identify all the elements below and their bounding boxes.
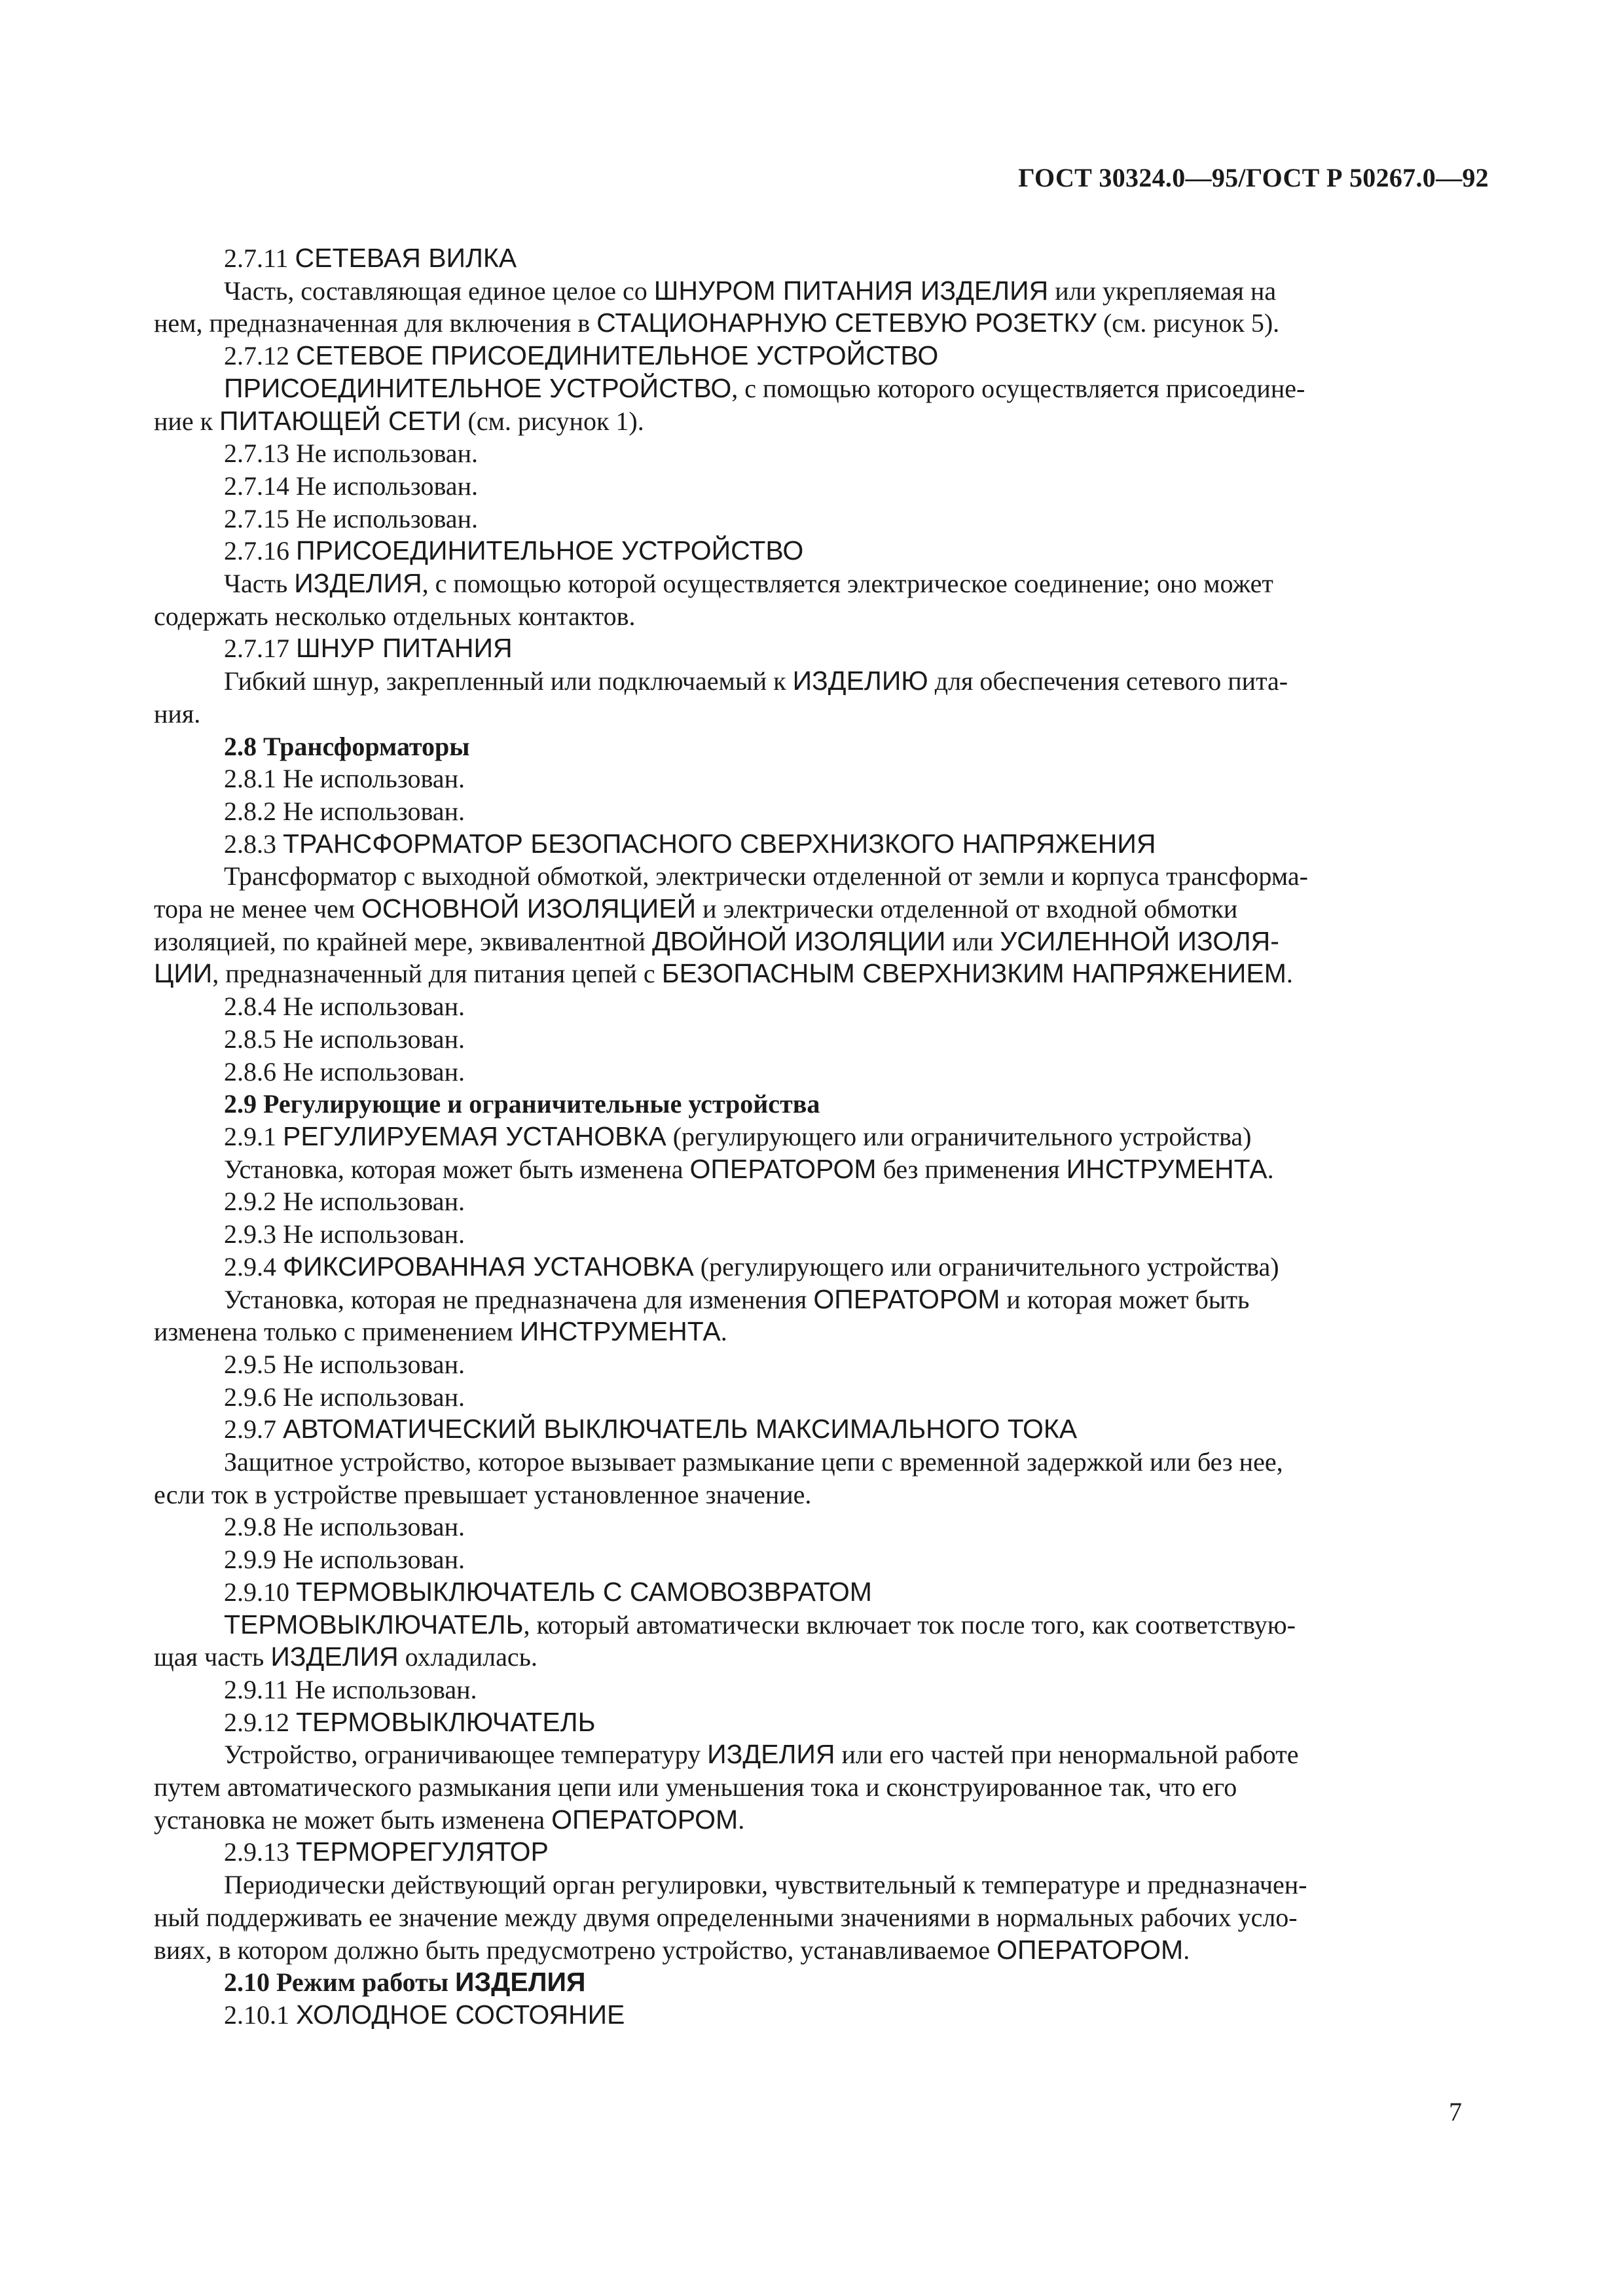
text-run: 2.8.1 Не использован.	[224, 764, 465, 794]
text-run: путем автоматического размыкания цепи или уменьшения тока и сконструированное так, что его	[154, 1772, 1237, 1803]
defined-term: ИЗДЕЛИЯ	[455, 1967, 586, 1998]
text-run: Часть	[224, 569, 295, 599]
text-run: , предназначенный для питания цепей с	[212, 959, 662, 989]
defined-term: ХОЛОДНОЕ СОСТОЯНИЕ	[296, 1999, 625, 2030]
text-line	[154, 307, 1467, 340]
defined-term: ПРИСОЕДИНИТЕЛЬНОЕ УСТРОЙСТВО	[224, 372, 732, 403]
text-run: Устройство, ограничивающее температуру	[224, 1740, 708, 1770]
text-run: ный поддерживать ее значение между двумя определенными значениями в нормальных рабочих усло-	[154, 1902, 1298, 1932]
text-line	[154, 1218, 1467, 1251]
text-line	[154, 925, 1467, 958]
text-line	[154, 1804, 1467, 1837]
text-line	[154, 1674, 1467, 1706]
defined-term: РЕГУЛИРУЕМАЯ УСТАНОВКА	[283, 1121, 666, 1151]
document-body	[154, 242, 1467, 2032]
defined-term: ТРАНСФОРМАТОР БЕЗОПАСНОГО СВЕРХНИЗКОГО НАПРЯЖЕНИЯ	[283, 828, 1156, 859]
defined-term: ТЕРМОВЫКЛЮЧАТЕЛЬ	[224, 1609, 524, 1640]
text-run: 2.9.10	[224, 1577, 296, 1607]
text-run: 2.8.4 Не использован.	[224, 992, 465, 1022]
defined-term: ОПЕРАТОРОМ	[813, 1283, 1000, 1314]
text-run: .	[1267, 1154, 1274, 1184]
defined-term: ИНСТРУМЕНТА	[1066, 1153, 1267, 1184]
text-line	[154, 567, 1467, 600]
text-run: .	[720, 1317, 727, 1347]
text-run: (регулирующего или ограничительного устройства)	[693, 1251, 1279, 1282]
text-run: 2.8 Трансформаторы	[224, 731, 470, 761]
text-run: 2.9.12	[224, 1707, 296, 1737]
text-line	[154, 1023, 1467, 1056]
text-line	[154, 1185, 1467, 1218]
defined-term: УСИЛЕННОЙ ИЗОЛЯ-	[1000, 925, 1279, 956]
text-line	[154, 1609, 1467, 1641]
text-run: и которая может быть	[1000, 1284, 1250, 1314]
text-run: 2.10.1	[224, 2000, 296, 2030]
defined-term: ТЕРМОВЫКЛЮЧАТЕЛЬ	[296, 1706, 596, 1737]
text-run: содержать несколько отдельных контактов.	[154, 601, 636, 631]
text-line	[154, 1771, 1467, 1804]
text-line	[154, 1283, 1467, 1316]
text-run: 2.9 Регулирующие и ограничительные устройства	[224, 1089, 820, 1119]
text-line	[154, 470, 1467, 503]
text-line	[154, 762, 1467, 795]
text-line	[154, 1479, 1467, 1511]
text-run: если ток в устройстве превышает установленное значение.	[154, 1479, 812, 1509]
text-run: Периодически действующий орган регулировки, чувствительный к температуре и предназначен-	[224, 1870, 1307, 1900]
text-run: 2.8.2 Не использован.	[224, 796, 465, 826]
text-run: .	[1286, 959, 1293, 989]
defined-term: ДВОЙНОЙ ИЗОЛЯЦИИ	[651, 925, 946, 956]
defined-term: ИЗДЕЛИЯ	[270, 1641, 399, 1672]
text-line	[154, 1316, 1467, 1348]
page-number: 7	[1449, 2097, 1462, 2126]
text-run: установка не может быть изменена	[154, 1804, 552, 1835]
text-line	[154, 437, 1467, 470]
text-run: .	[738, 1804, 745, 1835]
text-line	[154, 665, 1467, 698]
text-line	[154, 893, 1467, 925]
defined-term: ПРИСОЕДИНИТЕЛЬНОЕ УСТРОЙСТВО	[296, 535, 804, 566]
text-run: 2.8.6 Не использован.	[224, 1056, 465, 1086]
defined-term: ОПЕРАТОРОМ	[551, 1804, 739, 1835]
text-run: щая часть	[154, 1642, 271, 1672]
text-line	[154, 1836, 1467, 1869]
text-run: Гибкий шнур, закрепленный или подключаемый к	[224, 666, 793, 696]
text-run: 2.7.17	[224, 634, 296, 664]
text-run: (регулирующего или ограничительного устройства)	[666, 1121, 1252, 1151]
text-run: тора не менее чем	[154, 894, 362, 924]
text-run: 2.9.8 Не использован.	[224, 1512, 465, 1542]
text-run: 2.9.13	[224, 1837, 296, 1867]
text-line	[154, 600, 1467, 633]
text-line	[154, 1901, 1467, 1934]
text-run: для обеспечения сетевого пита-	[928, 666, 1288, 696]
text-line	[154, 1934, 1467, 1967]
text-run: 2.9.5 Не использован.	[224, 1349, 465, 1379]
text-run: Установка, которая не предназначена для изменения	[224, 1284, 814, 1314]
text-run: виях, в котором должно быть предусмотрено устройство, устанавливаемое	[154, 1935, 997, 1965]
text-run: нем, предназначенная для включения в	[154, 308, 597, 338]
text-run: и электрически отделенной от входной обмотки	[696, 894, 1238, 924]
text-line	[154, 1251, 1467, 1283]
text-run: 2.9.7	[224, 1414, 283, 1444]
text-run: , который автоматически включает ток после того, как соответствую-	[523, 1609, 1296, 1640]
text-line	[154, 1381, 1467, 1414]
text-line	[154, 1576, 1467, 1609]
text-run: или укрепляемая на	[1048, 276, 1277, 306]
text-line	[154, 1413, 1467, 1446]
text-run: 2.9.6 Не использован.	[224, 1382, 465, 1412]
defined-term: ОСНОВНОЙ ИЗОЛЯЦИЕЙ	[361, 893, 697, 924]
text-run: 2.9.11 Не использован.	[224, 1674, 477, 1704]
defined-term: ТЕРМОРЕГУЛЯТОР	[296, 1837, 549, 1867]
text-line	[154, 1511, 1467, 1543]
text-line	[154, 372, 1467, 405]
page-header: ГОСТ 30324.0—95/ГОСТ Р 50267.0—92	[1018, 163, 1489, 192]
text-line	[154, 990, 1467, 1023]
text-run: , с помощью которой осуществляется электрическое соединение; оно может	[422, 569, 1273, 599]
section-heading	[154, 1088, 1467, 1121]
defined-term: ШНУР ПИТАНИЯ	[296, 633, 513, 664]
defined-term: ОПЕРАТОРОМ	[689, 1153, 877, 1184]
text-run: 2.9.9 Не использован.	[224, 1545, 465, 1575]
text-line	[154, 275, 1467, 308]
section-heading	[154, 1966, 1467, 1999]
text-line	[154, 1706, 1467, 1739]
text-line	[154, 1738, 1467, 1771]
text-line	[154, 405, 1467, 438]
text-run: или его частей при ненормальной работе	[835, 1740, 1299, 1770]
text-run: 2.7.16	[224, 536, 296, 566]
text-run: (см. рисунок 1).	[461, 406, 644, 436]
text-run: Трансформатор с выходной обмоткой, электрически отделенной от земли и корпуса трансформа-	[224, 861, 1308, 891]
text-run: 2.8.5 Не использован.	[224, 1024, 465, 1054]
text-run: 2.10 Режим работы	[224, 1967, 456, 1998]
text-run: 2.7.14 Не использован.	[224, 471, 478, 501]
defined-term: ИЗДЕЛИЯ	[294, 568, 422, 599]
text-line	[154, 1641, 1467, 1674]
text-line	[154, 958, 1467, 990]
text-run: 2.9.3 Не использован.	[224, 1219, 465, 1249]
text-line	[154, 1348, 1467, 1381]
text-line	[154, 1121, 1467, 1153]
text-run: 2.7.15 Не использован.	[224, 503, 478, 533]
defined-term: ИНСТРУМЕНТА	[519, 1316, 721, 1347]
text-line	[154, 698, 1467, 730]
text-line	[154, 795, 1467, 828]
text-run: изоляцией, по крайней мере, эквивалентной	[154, 926, 652, 956]
text-line	[154, 242, 1467, 275]
text-run: , с помощью которого осуществляется присоедине-	[731, 373, 1305, 403]
text-line	[154, 1999, 1467, 2032]
text-run: ние к	[154, 406, 219, 436]
text-line	[154, 340, 1467, 372]
text-run: охладилась.	[398, 1642, 538, 1672]
text-run: 2.7.12	[224, 341, 296, 371]
text-run: (см. рисунок 5).	[1096, 308, 1280, 338]
text-run: ния.	[154, 698, 201, 728]
defined-term: АВТОМАТИЧЕСКИЙ ВЫКЛЮЧАТЕЛЬ МАКСИМАЛЬНОГО ТОКА	[283, 1414, 1078, 1444]
defined-term: СТАЦИОНАРНУЮ СЕТЕВУЮ РОЗЕТКУ	[596, 308, 1097, 338]
text-run: Установка, которая может быть изменена	[224, 1154, 690, 1184]
text-line	[154, 1446, 1467, 1479]
text-run: изменена только с применением	[154, 1317, 520, 1347]
text-line	[154, 1153, 1467, 1186]
text-run: 2.9.2 Не использован.	[224, 1187, 465, 1217]
text-run: или	[945, 926, 1000, 956]
text-run: 2.9.1	[224, 1121, 283, 1151]
text-line	[154, 828, 1467, 861]
defined-term: СЕТЕВОЕ ПРИСОЕДИНИТЕЛЬНОЕ УСТРОЙСТВО	[296, 340, 939, 371]
defined-term: ИЗДЕЛИЯ	[707, 1739, 835, 1770]
text-run: Часть, составляющая единое целое со	[224, 276, 654, 306]
text-line	[154, 1543, 1467, 1576]
text-run: .	[1183, 1935, 1190, 1965]
text-line	[154, 1869, 1467, 1901]
text-run: без применения	[876, 1154, 1067, 1184]
text-run: 2.9.4	[224, 1251, 283, 1282]
text-run: 2.7.11	[224, 243, 295, 273]
text-line	[154, 1056, 1467, 1088]
text-run: 2.8.3	[224, 829, 283, 859]
text-line	[154, 535, 1467, 567]
defined-term: ПИТАЮЩЕЙ СЕТИ	[219, 405, 462, 436]
text-line	[154, 632, 1467, 665]
text-line	[154, 503, 1467, 535]
defined-term: ШНУРОМ ПИТАНИЯ ИЗДЕЛИЯ	[653, 275, 1049, 306]
section-heading	[154, 730, 1467, 763]
text-run: Защитное устройство, которое вызывает размыкание цепи с временной задержкой или без нее,	[224, 1447, 1283, 1477]
defined-term: ТЕРМОВЫКЛЮЧАТЕЛЬ С САМОВОЗВРАТОМ	[296, 1576, 872, 1607]
defined-term: ЦИИ	[154, 958, 213, 989]
defined-term: БЕЗОПАСНЫМ СВЕРХНИЗКИМ НАПРЯЖЕНИЕМ	[661, 958, 1286, 989]
text-run: 2.7.13 Не использован.	[224, 439, 478, 469]
defined-term: ОПЕРАТОРОМ	[996, 1934, 1184, 1965]
defined-term: СЕТЕВАЯ ВИЛКА	[295, 243, 517, 273]
defined-term: ФИКСИРОВАННАЯ УСТАНОВКА	[283, 1251, 694, 1282]
defined-term: ИЗДЕЛИЮ	[792, 666, 928, 696]
text-line	[154, 860, 1467, 893]
